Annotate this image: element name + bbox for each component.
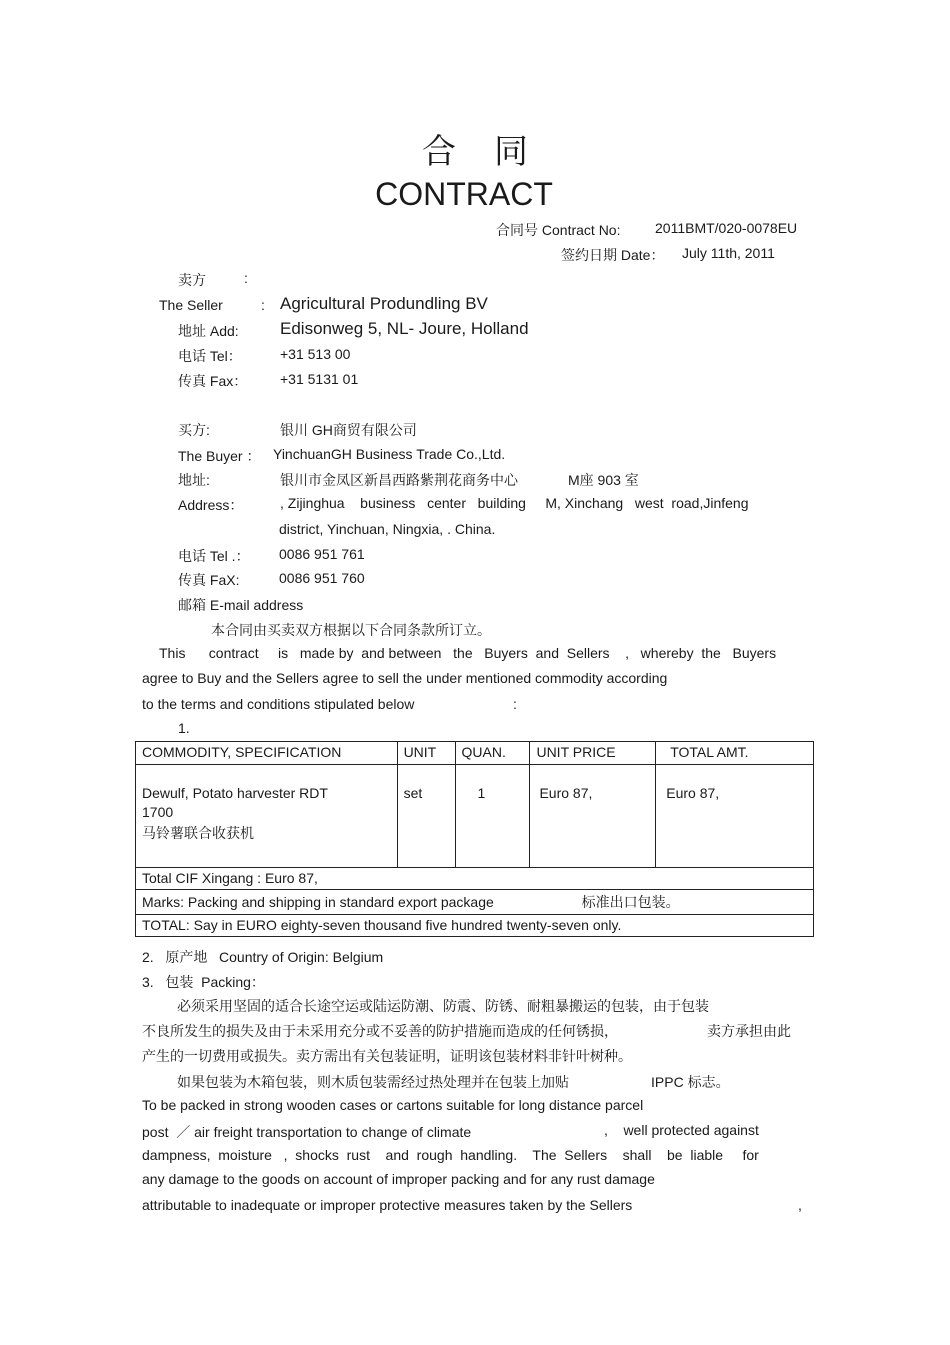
seller-label-en: The Seller	[159, 297, 223, 313]
seller-colon-en: :	[261, 297, 265, 313]
buyer-name-en: YinchuanGH Business Trade Co.,Ltd.	[273, 446, 506, 462]
cell-commodity	[136, 765, 398, 868]
country-of-origin: 2. 原产地 Country of Origin: Belgium	[142, 949, 384, 965]
packing-en-line1: To be packed in strong wooden cases or cartons suitable for long distance parcel	[142, 1097, 644, 1113]
table-header-row	[136, 742, 814, 765]
cell-total-amount: Euro 87,	[656, 765, 814, 868]
contract-number-label: 合同号 Contract No:	[496, 222, 621, 238]
marks-text-cn: 标准出口包装。	[581, 894, 680, 910]
total-say: TOTAL: Say in EURO eighty-seven thousand five hundred twenty-seven only.	[136, 915, 814, 937]
seller-address-label: 地址 Add:	[178, 323, 239, 339]
packing-en-line3: dampness, moisture , shocks rust and rough handling. The Sellers shall be liable for	[142, 1147, 759, 1163]
packing-cn-line2: 不良所发生的损失及由于未采用充分或不妥善的防护措施而造成的任何锈损，	[142, 1023, 618, 1039]
buyer-address-en-line1: , Zijinghua business center building M, Xinchang west road,Jinfeng	[280, 495, 749, 511]
buyer-tel: 0086 951 761	[279, 546, 365, 562]
buyer-label-cn: 买方:	[178, 422, 210, 438]
packing-en-line4: any damage to the goods on account of improper packing and for any rust damage	[142, 1171, 655, 1187]
seller-fax: +31 5131 01	[280, 371, 359, 387]
seller-name: Agricultural Produndling BV	[280, 294, 488, 313]
packing-cn-line4: 如果包装为木箱包装，则木质包装需经过热处理并在包装上加贴	[177, 1074, 569, 1090]
packing-cn-line2b: 卖方承担由此	[707, 1023, 791, 1039]
intro-en-colon: :	[513, 696, 517, 712]
intro-en-line3: to the terms and conditions stipulated below	[142, 696, 415, 712]
cell-unit-price: Euro 87,	[530, 765, 656, 868]
buyer-address-en-label: Address：	[178, 497, 244, 513]
packing-cn-line4b: IPPC 标志。	[651, 1074, 730, 1090]
buyer-tel-label: 电话 Tel .：	[178, 548, 250, 564]
seller-address: Edisonweg 5, NL- Joure, Holland	[280, 319, 529, 338]
seller-fax-label: 传真 Fax：	[178, 373, 248, 389]
commodity-line3: 马铃薯联合收获机	[142, 825, 254, 841]
title-chinese: 合同	[422, 132, 566, 172]
total-cif: Total CIF Xingang : Euro 87,	[136, 868, 814, 890]
table-row-total-cif	[136, 868, 814, 890]
buyer-address-cn-label: 地址:	[178, 472, 210, 488]
contract-number: 2011BMT/020-0078EU	[655, 220, 798, 236]
header-commodity: COMMODITY, SPECIFICATION	[136, 742, 398, 765]
seller-tel: +31 513 00	[280, 346, 351, 362]
cell-unit: set	[397, 765, 455, 868]
packing-cn-line3: 产生的一切费用或损失。卖方需出有关包装证明，证明该包装材料非针叶树种。	[142, 1048, 632, 1064]
packing-cn-line1: 必须采用坚固的适合长途空运或陆运防潮、防震、防锈、耐粗暴搬运的包装，由于包装	[177, 998, 709, 1014]
packing-en-line5: attributable to inadequate or improper protective measures taken by the Sellers	[142, 1197, 633, 1213]
seller-tel-label: 电话 Tel：	[178, 348, 242, 364]
buyer-fax-label: 传真 FaX:	[178, 572, 240, 588]
buyer-address-cn: 银川市金凤区新昌西路紫荆花商务中心	[280, 472, 518, 488]
packing-en-line5b: ,	[798, 1197, 802, 1213]
marks-text: Marks: Packing and shipping in standard export package	[142, 894, 494, 910]
cell-quantity: 1	[455, 765, 530, 868]
header-total-amount: TOTAL AMT.	[656, 742, 814, 765]
marks-cell	[136, 890, 814, 915]
packing-en-line2: post ／ air freight transportation to change of climate	[142, 1124, 472, 1140]
title-english: CONTRACT	[375, 176, 553, 212]
intro-en-line1: This contract is made by and between the Buyers and Sellers , whereby the Buyers	[159, 645, 777, 661]
packing-en-line2b: , well protected against	[604, 1122, 759, 1138]
item-number: 1.	[178, 720, 190, 736]
contract-date: July 11th, 2011	[682, 245, 775, 261]
buyer-address-en-line2: district, Yinchuan, Ningxia, . China.	[279, 521, 496, 537]
table-row	[136, 765, 814, 868]
intro-en-line2: agree to Buy and the Sellers agree to sell the under mentioned commodity according	[142, 670, 668, 686]
buyer-label-en: The Buyer ：	[178, 448, 261, 464]
buyer-address-cn-suffix: M座 903 室	[568, 472, 639, 488]
date-label: 签约日期 Date：	[561, 247, 665, 263]
buyer-name-cn: 银川 GH商贸有限公司	[280, 422, 417, 438]
header-unit-price: UNIT PRICE	[530, 742, 656, 765]
header-unit: UNIT	[397, 742, 455, 765]
buyer-fax: 0086 951 760	[279, 570, 365, 586]
seller-colon: :	[244, 270, 248, 286]
commodity-line2: 1700	[142, 804, 174, 820]
seller-label-cn: 卖方	[178, 272, 206, 288]
commodity-line1: Dewulf, Potato harvester RDT	[142, 785, 328, 801]
table-row-total-say	[136, 915, 814, 937]
packing-title: 3. 包装 Packing：	[142, 974, 265, 990]
goods-table	[135, 741, 814, 937]
table-row-marks	[136, 890, 814, 915]
intro-cn: 本合同由买卖双方根据以下合同条款所订立。	[211, 622, 491, 638]
buyer-email-label: 邮箱 E-mail address	[178, 597, 304, 613]
header-quantity: QUAN.	[455, 742, 530, 765]
